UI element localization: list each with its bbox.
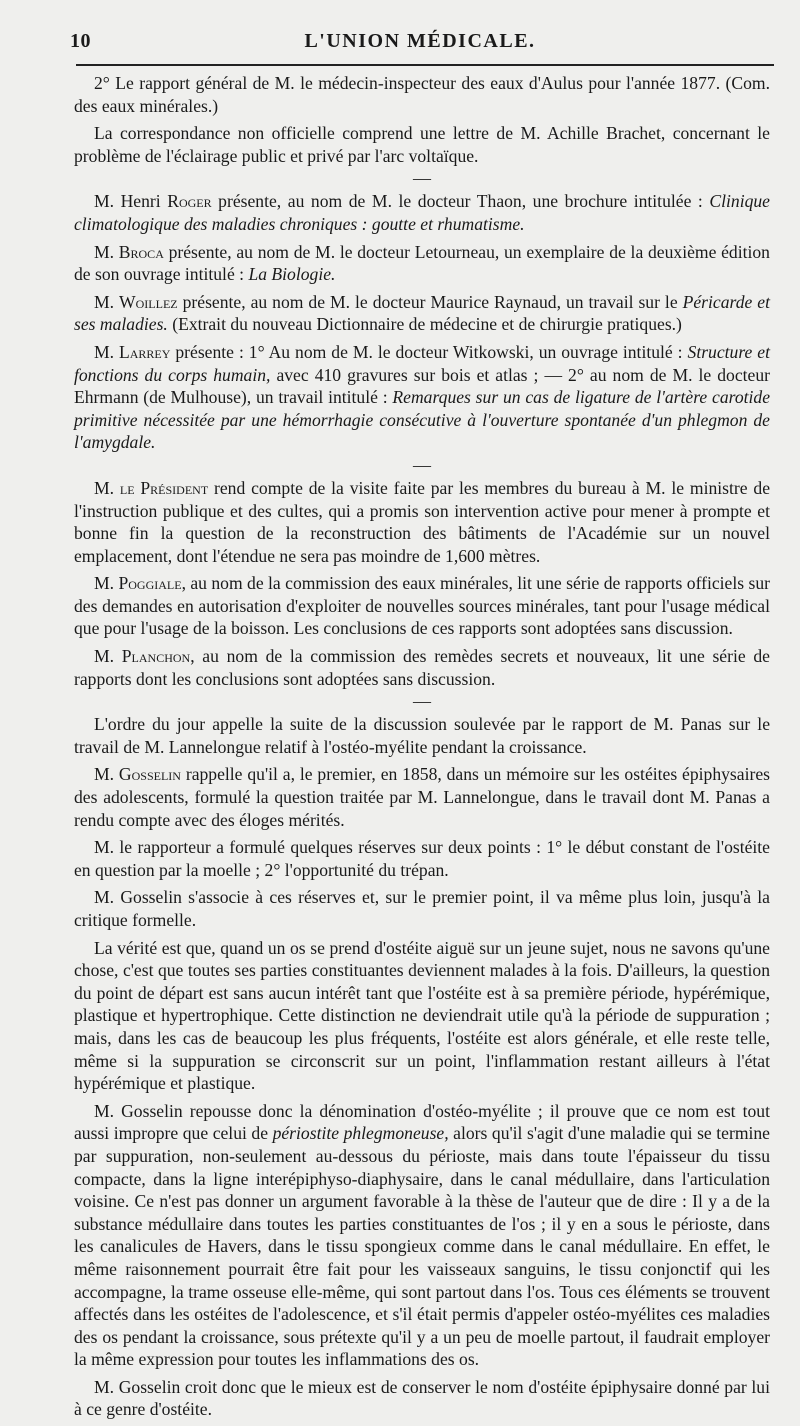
paragraph-correspondence: La correspondance non officielle comprend une lettre de M. Achille Brachet, concernant le problème de l'éclairage public et privé par l'arc voltaïque. [74,123,770,166]
page-number: 10 [70,30,91,52]
author-name: Gosselin [118,764,181,785]
paragraph-report: 2° Le rapport général de M. le médecin-inspecteur des eaux d'Aulus pour l'année 1877. (Com. des eaux minérales.) [74,73,770,116]
header-rule [76,64,774,66]
book-title: Remarques sur un cas de ligature de l'artère carotide primitive nécessitée par une hémorrhagie consécutive à l'ouverture spontanée d'un phlegmon de l'amygdale. [74,387,770,453]
author-name: Larrey [119,341,171,362]
paragraph-conclusion: M. Gosselin croit donc que le mieux est de conserver le nom d'ostéite épiphysaire donné par lui à ce genre d'ostéite. [74,1376,770,1420]
running-title: L'UNION MÉDICALE. [304,30,536,52]
paragraph-reserves: M. Gosselin s'associe à ces réserves et, sur le premier point, il va même plus loin, jusqu'à la critique formelle. [74,887,770,930]
author-name: Woillez [119,291,178,312]
author-name: le Président [119,477,209,498]
paragraph-denomination: M. Gosselin repousse donc la dénomination d'ostéo-myélite ; il prouve que ce nom est tout aussi impropre que celui de périostite phlegmoneuse, alors qu'il s'agit d'une maladie qui se termine par suppuration, non-seulement au-dessous du périoste, mais dans toute l'épaisseur du tissu compacte, dans la ligne interépiphyso-diaphysaire, dans le canal médullaire, dans l'articulation voisine. Ce n'est pas donner un argument favorable à la thèse de l'auteur que de dire : Il y a de la substance médullaire dans toutes les parties constituantes de l'os ; il y en a sous le périoste, dans les canalicules de Havers, dans le tissu spongieux comme dans le canal médullaire. En effet, le même raisonnement pourrait être fait pour les vaisseaux sanguins, le tissu conjonctif qui les accompagne, la trame osseuse elle-même, qui sont partout dans l'os. Tous ces éléments se trouvent affectés dans les ostéites de l'adolescence, et s'il était permis d'appeler ostéo-myélites ces maladies des os pendant la croissance, sous prétexte qu'il y a un peu de moelle partout, il faudrait employer la même expression pour toutes les inflammations des os. [74,1100,770,1370]
paragraph-poggiale: M. Poggiale, au nom de la commission des eaux minérales, lit une série de rapports officiels sur des demandes en autorisation d'exploiter de nouvelles sources minérales, tant pour l'usage médical que pour l'usage de la boisson. Les conclusions de ces rapports sont adoptées sans discussion. [74,573,770,639]
paragraph-woillez: M. Woillez présente, au nom de M. le docteur Maurice Raynaud, un travail sur le Péricarde et ses maladies. (Extrait du nouveau Dictionnaire de médecine et de chirurgie pratiques.) [74,291,770,335]
paragraph-order-of-day: L'ordre du jour appelle la suite de la discussion soulevée par le rapport de M. Panas sur le travail de M. Lannelongue relatif à l'ostéo-myélite pendant la croissance. [74,714,770,757]
paragraph-roger: M. Henri Roger présente, au nom de M. le docteur Thaon, une brochure intitulée : Clinique climatologique des maladies chroniques : goutte et rhumatisme. [74,191,770,234]
page-header [70,30,770,66]
section-separator: — [413,168,431,189]
article-body [74,72,770,1426]
author-name: Roger [167,191,212,212]
paragraph-president: M. le Président rend compte de la visite faite par les membres du bureau à M. le ministre de l'instruction publique et des cultes, qui a promis son intervention active pour mener à prompte et bonne fin la question de la reconstruction des bâtiments de l'Académie sur un nouvel emplacement, dont l'étendue ne sera pas moindre de 1,600 mètres. [74,477,770,566]
paragraph-verite: La vérité est que, quand un os se prend d'ostéite aiguë sur un jeune sujet, nous ne savons qu'une chose, c'est que toutes ses parties constituantes deviennent malades à la fois. D'ailleurs, la question du point de départ est sans aucun intérêt tant que l'ostéite est à sa première période, hypérémique, plastique et hypertrophique. Cette distinction ne deviendrait utile qu'à la période de suppuration ; mais, dans les cas de beaucoup les plus fréquents, l'ostéite est alors générale, et elle reste telle, même si la suppuration se circonscrit sur un point, l'inflammation restant ailleurs à l'état hypérémique et plastique. [74,937,770,1094]
term-italic: périostite phlegmoneuse, [272,1123,449,1144]
paragraph-gosselin: M. Gosselin rappelle qu'il a, le premier, en 1858, dans un mémoire sur les ostéites épiphysaires des adolescents, formulé la question traitée par M. Lannelongue, dans le travail dont M. Panas a rendu compte avec des éloges mérités. [74,764,770,830]
book-title: Péricarde et ses maladies. [74,291,770,335]
book-title: Clinique climatologique des maladies chroniques : goutte et rhumatisme. [74,191,770,234]
author-name: Broca [118,241,164,262]
author-name: Planchon [121,646,191,667]
paragraph-broca: M. Broca présente, au nom de M. le docteur Letourneau, un exemplaire de la deuxième édition de son ouvrage intitulé : La Biologie. [74,241,770,285]
section-separator: — [413,454,431,475]
section-separator: — [413,691,431,712]
author-name: Poggiale [118,573,182,594]
paragraph-rapporteur: M. le rapporteur a formulé quelques réserves sur deux points : 1° le début constant de l'ostéite en question par la moelle ; 2° l'opportunité du trépan. [74,837,770,880]
paragraph-larrey: M. Larrey présente : 1° Au nom de M. le docteur Witkowski, un ouvrage intitulé : Structure et fonctions du corps humain, avec 410 gravures sur bois et atlas ; — 2° au nom de M. le docteur Ehrmann (de Mulhouse), un travail intitulé : Remarques sur un cas de ligature de l'artère carotide primitive nécessitée par une hémorrhagie consécutive à l'ouverture spontanée d'un phlegmon de l'amygdale. [74,341,770,453]
paragraph-planchon: M. Planchon, au nom de la commission des remèdes secrets et nouveaux, lit une série de rapports dont les conclusions sont adoptées sans discussion. [74,646,770,689]
book-title: La Biologie. [248,264,336,285]
book-title: Structure et fonctions du corps humain, [74,341,770,385]
